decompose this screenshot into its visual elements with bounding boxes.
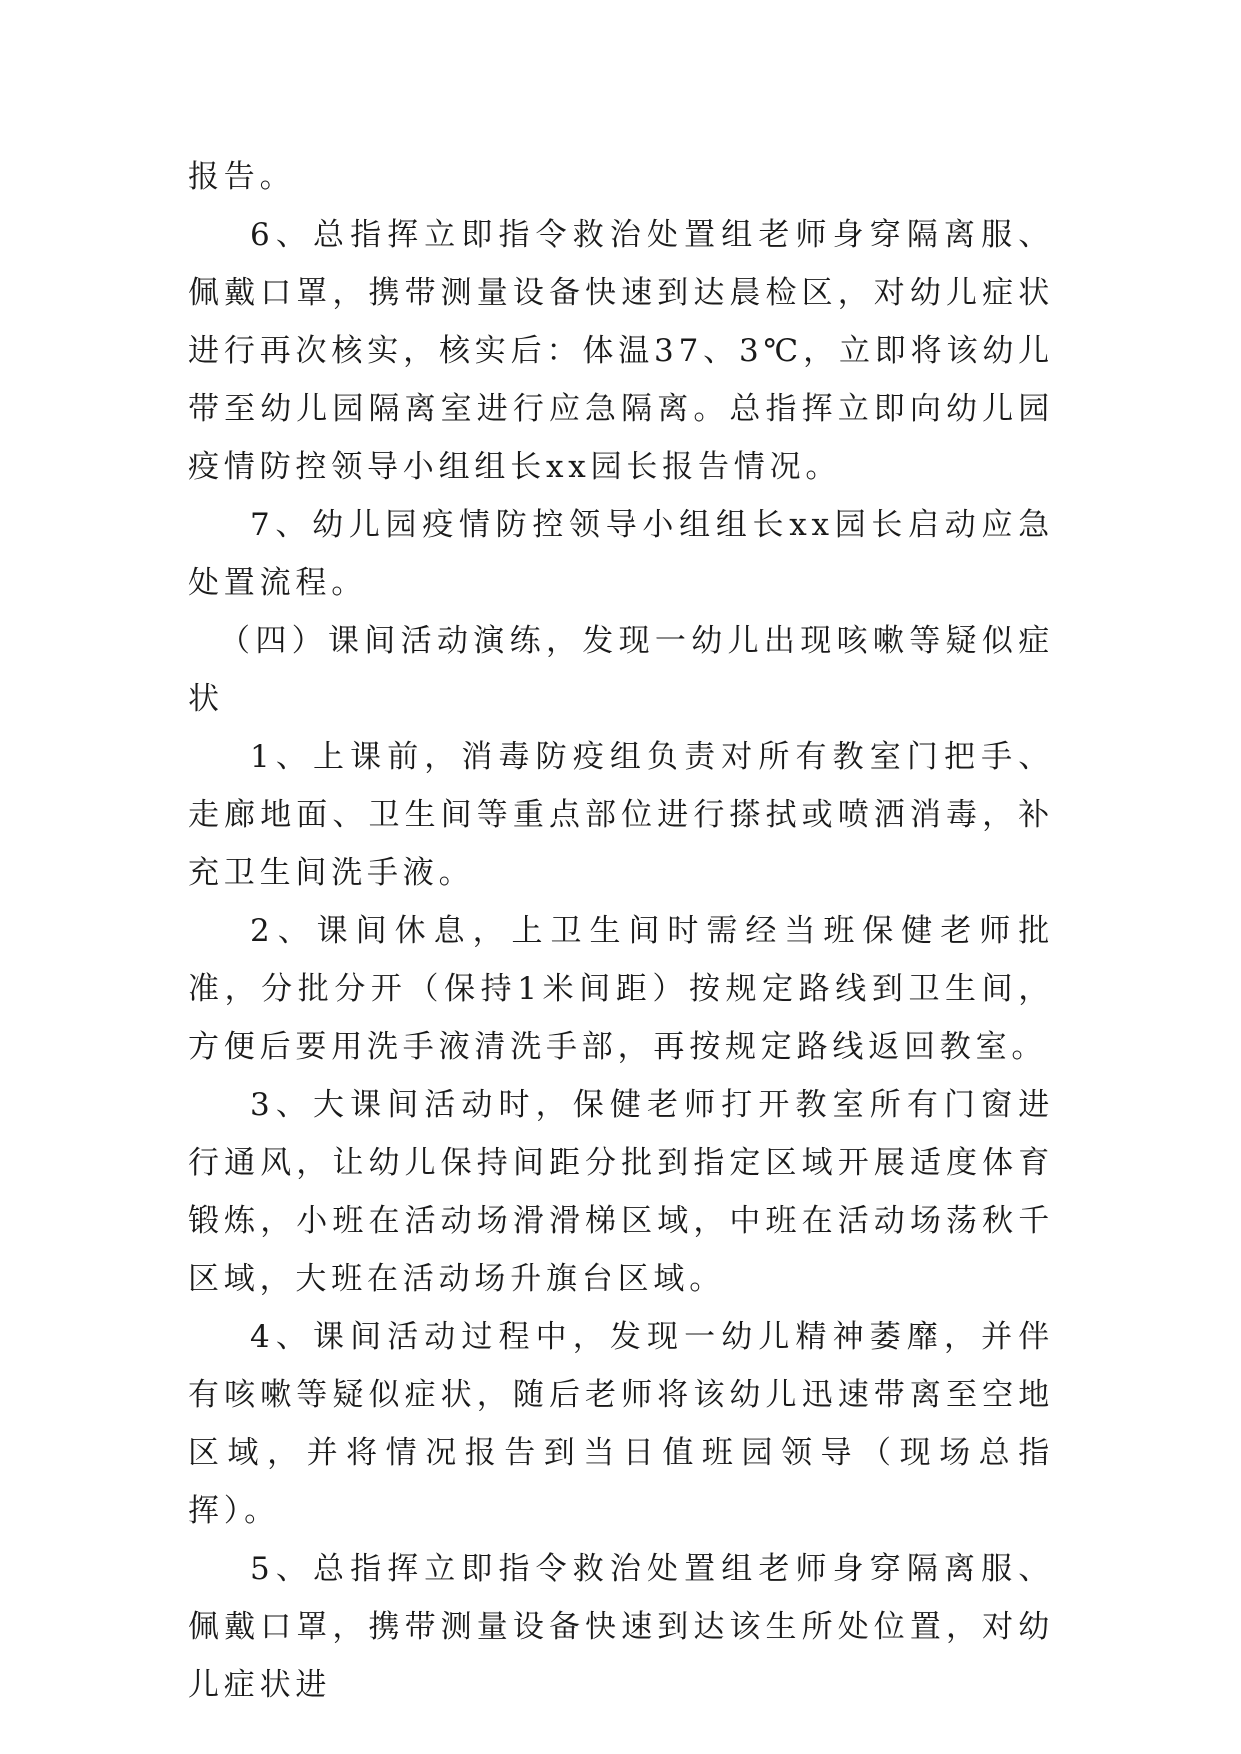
document-body [188,148,1054,1714]
paragraph-sec4-item-5: 5、总指挥立即指令救治处置组老师身穿隔离服、佩戴口罩，携带测量设备快速到达该生所处位置，对幼儿症状进 [188,1551,1054,1703]
paragraph-continuation: 报告。 [188,159,296,195]
paragraph-item-7: 7、幼儿园疫情防控领导小组组长xx园长启动应急处置流程。 [188,507,1054,601]
section-heading-4: （四）课间活动演练，发现一幼儿出现咳嗽等疑似症状 [188,623,1054,717]
paragraph-sec4-item-4: 4、课间活动过程中，发现一幼儿精神萎靡，并伴有咳嗽等疑似症状，随后老师将该幼儿迅速带离至空地区域，并将情况报告到当日值班园领导（现场总指挥）。 [188,1319,1054,1529]
paragraph-item-6: 6、总指挥立即指令救治处置组老师身穿隔离服、佩戴口罩，携带测量设备快速到达晨检区，对幼儿症状进行再次核实，核实后：体温37、3℃，立即将该幼儿带至幼儿园隔离室进行应急隔离。总指挥立即向幼儿园疫情防控领导小组组长xx园长报告情况。 [188,217,1054,485]
paragraph-sec4-item-2: 2、课间休息，上卫生间时需经当班保健老师批准，分批分开（保持1米间距）按规定路线到卫生间，方便后要用洗手液清洗手部，再按规定路线返回教室。 [188,913,1054,1065]
paragraph-sec4-item-1: 1、上课前，消毒防疫组负责对所有教室门把手、走廊地面、卫生间等重点部位进行搽拭或喷洒消毒，补充卫生间洗手液。 [188,739,1054,891]
paragraph-sec4-item-3: 3、大课间活动时，保健老师打开教室所有门窗进行通风，让幼儿保持间距分批到指定区域开展适度体育锻炼，小班在活动场滑滑梯区域，中班在活动场荡秋千区域，大班在活动场升旗台区域。 [188,1087,1054,1297]
